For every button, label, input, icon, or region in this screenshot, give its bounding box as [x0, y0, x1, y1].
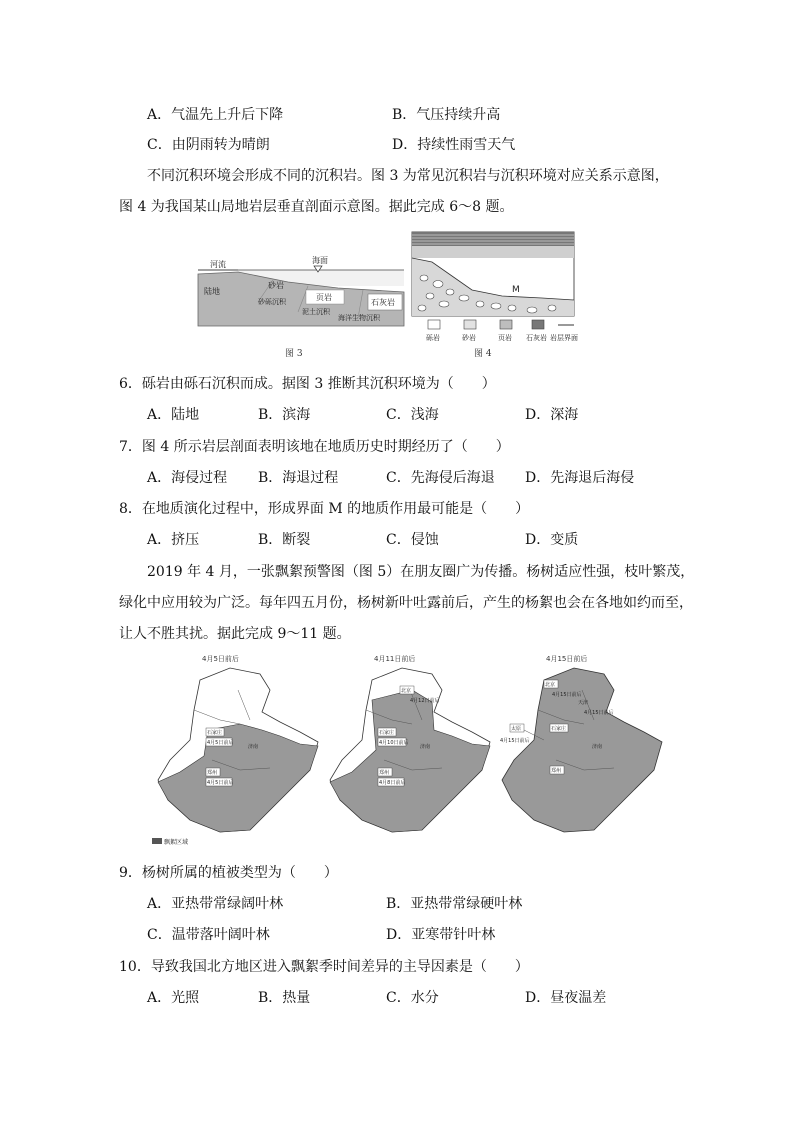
- fig3-label-sand-gravel: 砂砾沉积: [258, 298, 286, 306]
- fig5-map3-label-7: 4月15日前后: [500, 738, 530, 744]
- figure-3-diagram: [198, 252, 404, 326]
- fig3-caption: 图 3: [285, 349, 303, 359]
- fig5-map1-label-4: 郑州: [207, 770, 218, 776]
- q8-option-d: D．变质: [525, 532, 579, 548]
- intro-9-11-line2: 绿化中应用较为广泛。每年四五月份，杨树新叶吐露前后，产生的杨絮也会在各地如约而至，: [119, 595, 693, 611]
- fig5-map3-label-2: 4月15日前后: [552, 692, 582, 698]
- fig5-map2-label-5: 济南: [420, 744, 431, 750]
- fig5-legend: 飘絮区域: [164, 839, 189, 846]
- figure-4-diagram: [412, 232, 578, 344]
- q7-stem: 7．图 4 所示岩层剖面表明该地在地质历史时期经历了（ ）: [119, 439, 510, 455]
- fig4-legend-conglomerate: 砾岩: [426, 334, 440, 342]
- fig3-label-sea-level: 海面: [312, 256, 328, 265]
- q6-option-a: A．陆地: [147, 407, 200, 423]
- fig5-map3-label-1: 北京: [545, 682, 556, 688]
- q6-option-c: C．浅海: [386, 407, 439, 423]
- intro-6-8-line2: 图 4 为我国某山局地岩层垂直剖面示意图。据此完成 6～8 题。: [119, 199, 514, 215]
- q9-option-d: D．亚寒带针叶林: [386, 927, 496, 943]
- q8-option-a: A．挤压: [147, 532, 200, 548]
- fig5-map3-label-8: 郑州: [551, 768, 562, 774]
- intro-9-11-line1: 2019 年 4 月，一张飘絮预警图（图 5）在朋友圈广为传播。杨树适应性强，枝叶繁茂，: [147, 564, 695, 580]
- fig4-legend-limestone: 石灰岩: [526, 334, 547, 342]
- fig4-label-m: M: [512, 285, 520, 295]
- fig5-map3-label-5: 石家庄: [551, 726, 567, 732]
- fig3-label-limestone: 石灰岩: [371, 298, 395, 307]
- q6-option-d: D．深海: [525, 407, 579, 423]
- fig5-map3-title: 4月15日前后: [546, 655, 588, 663]
- fig5-map-2: [330, 654, 490, 832]
- fig5-map1-title: 4月5日前后: [202, 655, 239, 663]
- fig5-map1-label-1: 石家庄: [207, 730, 223, 736]
- fig3-label-land: 陆地: [204, 287, 220, 296]
- intro-6-8-line1: 不同沉积环境会形成不同的沉积岩。图 3 为常见沉积岩与沉积环境对应关系示意图，: [147, 168, 669, 184]
- fig4-legend-interface: 岩层界面: [550, 334, 578, 342]
- fig4-caption: 图 4: [474, 349, 492, 359]
- fig5-map-3: [500, 654, 662, 832]
- q5-option-d: D．持续性雨雪天气: [392, 137, 516, 153]
- fig5-map1-label-5: 4月5日前后: [207, 780, 234, 786]
- fig5-map2-title: 4月11日前后: [374, 655, 416, 663]
- fig5-map3-label-4: 4月15日前后: [584, 710, 614, 716]
- fig4-legend-sandstone: 砂岩: [462, 334, 476, 342]
- fig5-map2-label-2: 4月12日前后: [410, 698, 440, 704]
- q5-option-b: B．气压持续升高: [392, 107, 501, 123]
- fig5-map1-label-3: 济南: [248, 744, 259, 750]
- q8-stem: 8．在地质演化过程中，形成界面 M 的地质作用最可能是（ ）: [119, 501, 530, 517]
- fig5-map3-label-9: 济南: [592, 744, 603, 750]
- q9-option-a: A．亚热带常绿阔叶林: [147, 896, 284, 912]
- q10-stem: 10．导致我国北方地区进入飘絮季时间差异的主导因素是（ ）: [119, 959, 529, 975]
- fig3-label-river: 河流: [210, 260, 226, 269]
- fig3-label-sandstone: 砂岩: [268, 281, 284, 290]
- q7-option-c: C．先海侵后海退: [386, 470, 495, 486]
- fig5-map-1: [158, 654, 318, 832]
- q9-option-c: C．温带落叶阔叶林: [147, 927, 270, 943]
- fig5-map2-label-6: 郑州: [379, 770, 390, 776]
- q7-option-b: B．海退过程: [258, 470, 339, 486]
- q9-stem: 9．杨树所属的植被类型为（ ）: [119, 865, 338, 881]
- q10-option-d: D．昼夜温差: [525, 990, 607, 1006]
- q5-option-c: C．由阴雨转为晴朗: [147, 137, 270, 153]
- q7-option-d: D．先海退后海侵: [525, 470, 635, 486]
- fig5-map3-label-3: 天津: [578, 700, 589, 706]
- fig5-map2-label-7: 4月8日前后: [379, 780, 406, 786]
- fig5-map2-label-3: 石家庄: [379, 730, 395, 736]
- fig5-map2-label-1: 北京: [401, 688, 412, 694]
- q10-option-c: C．水分: [386, 990, 439, 1006]
- q5-option-a: A．气温先上升后下降: [147, 107, 284, 123]
- fig3-label-mud: 泥土沉积: [302, 308, 330, 316]
- fig3-label-shale: 页岩: [316, 293, 332, 302]
- q8-option-b: B．断裂: [258, 532, 311, 548]
- q9-option-b: B．亚热带常绿硬叶林: [386, 896, 523, 912]
- fig5-map3-label-6: 太原: [511, 726, 522, 732]
- fig5-map2-label-4: 4月10日前后: [379, 740, 409, 746]
- fig3-label-marine-bio: 海洋生物沉积: [338, 314, 380, 322]
- figure-5-maps: [150, 650, 645, 850]
- q10-option-a: A．光照: [147, 990, 200, 1006]
- q10-option-b: B．热量: [258, 990, 311, 1006]
- intro-9-11-line3: 让人不胜其扰。据此完成 9～11 题。: [119, 626, 351, 642]
- fig5-map1-label-2: 4月5日前后: [207, 740, 234, 746]
- q6-stem: 6．砾岩由砾石沉积而成。据图 3 推断其沉积环境为（ ）: [119, 376, 496, 392]
- fig4-legend-shale: 页岩: [498, 334, 512, 342]
- q8-option-c: C．侵蚀: [386, 532, 439, 548]
- q7-option-a: A．海侵过程: [147, 470, 228, 486]
- q6-option-b: B．滨海: [258, 407, 311, 423]
